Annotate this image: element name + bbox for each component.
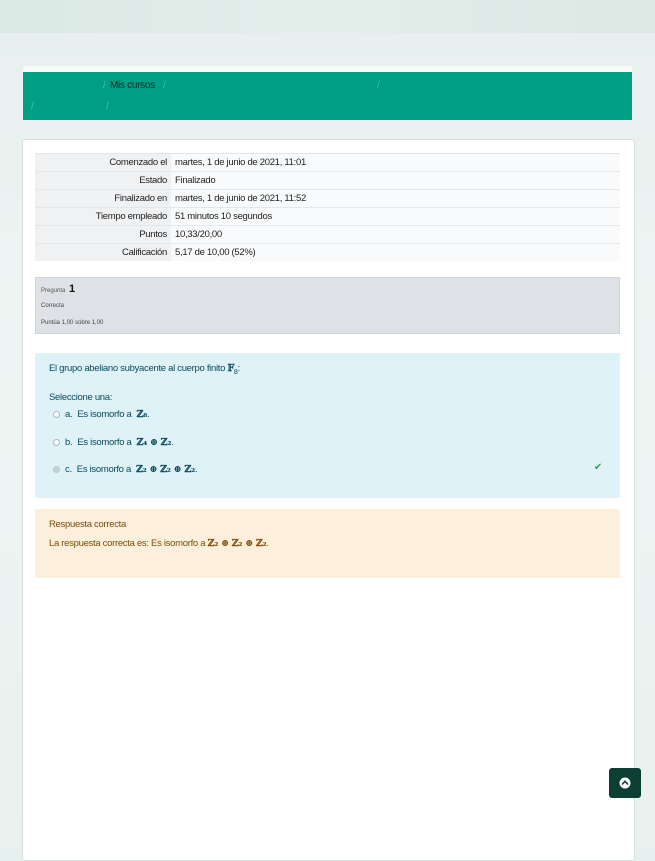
summary-key: Comenzado el bbox=[35, 154, 171, 172]
breadcrumb-separator: / bbox=[103, 80, 106, 91]
correct-answer bbox=[49, 538, 269, 549]
question-text-suffix: : bbox=[237, 363, 240, 374]
option-end: . bbox=[171, 437, 174, 448]
option-letter: c. bbox=[65, 464, 72, 475]
option-letter: b. bbox=[65, 437, 73, 448]
option-b[interactable] bbox=[53, 437, 174, 448]
option-text: Es isomorfo a bbox=[76, 464, 131, 475]
answer-prompt: Seleccione una: bbox=[49, 392, 113, 403]
correct-answer-math: ℤ₂ ⊕ ℤ₂ ⊕ ℤ₂ bbox=[207, 538, 267, 549]
summary-key: Calificación bbox=[35, 244, 171, 262]
question-grade: Puntúa 1,00 sobre 1,00 bbox=[41, 320, 104, 326]
option-end: . bbox=[147, 409, 150, 420]
option-end: . bbox=[194, 464, 198, 475]
option-math: ℤ₄ ⊕ ℤ₂ bbox=[136, 437, 172, 448]
radio-c-selected[interactable] bbox=[53, 466, 60, 473]
summary-key: Tiempo empleado bbox=[35, 208, 171, 226]
option-math: ℤ₈ bbox=[136, 409, 148, 420]
summary-key: Finalizado en bbox=[35, 190, 171, 208]
question-field-subscript: 8 bbox=[233, 368, 238, 376]
breadcrumb-separator: / bbox=[377, 80, 380, 91]
breadcrumb-my-courses[interactable]: Mis cursos bbox=[110, 80, 155, 91]
summary-row bbox=[35, 172, 620, 190]
top-navbar bbox=[0, 0, 655, 33]
summary-key: Puntos bbox=[35, 226, 171, 244]
question-number-label: Pregunta bbox=[41, 288, 66, 294]
feedback-title: Respuesta correcta bbox=[49, 519, 126, 530]
breadcrumb bbox=[23, 72, 632, 120]
breadcrumb-separator: / bbox=[106, 101, 109, 112]
question-text-prefix: El grupo abeliano subyacente al cuerpo finito bbox=[49, 363, 228, 374]
question-number-value: 1 bbox=[69, 283, 76, 295]
summary-key: Estado bbox=[35, 172, 171, 190]
summary-value: martes, 1 de junio de 2021, 11:01 bbox=[171, 154, 620, 172]
summary-row bbox=[35, 244, 620, 262]
option-text: Es isomorfo a bbox=[77, 437, 132, 448]
question-info bbox=[35, 277, 620, 334]
summary-row bbox=[35, 208, 620, 226]
summary-row bbox=[35, 226, 620, 244]
question-feedback bbox=[35, 509, 620, 578]
option-a[interactable] bbox=[53, 409, 149, 420]
summary-value: 5,17 de 10,00 (52%) bbox=[171, 244, 620, 262]
option-letter: a. bbox=[65, 409, 73, 420]
arrow-up-icon bbox=[619, 777, 631, 789]
summary-row bbox=[35, 190, 620, 208]
option-c[interactable] bbox=[53, 464, 197, 475]
summary-value: martes, 1 de junio de 2021, 11:52 bbox=[171, 190, 620, 208]
summary-value: 51 minutos 10 segundos bbox=[171, 208, 620, 226]
option-math: ℤ₂ ⊕ ℤ₂ ⊕ ℤ₂ bbox=[135, 464, 195, 475]
correct-answer-end: . bbox=[266, 538, 269, 549]
question-state: Correcta bbox=[41, 303, 65, 309]
breadcrumb-separator: / bbox=[31, 101, 34, 112]
option-text: Es isomorfo a bbox=[77, 409, 132, 420]
check-icon: ✔ bbox=[593, 462, 602, 473]
summary-value: Finalizado bbox=[171, 172, 620, 190]
correct-answer-prefix: La respuesta correcta es: Es isomorfo a bbox=[49, 538, 206, 549]
question-text bbox=[49, 363, 240, 376]
breadcrumb-separator: / bbox=[163, 80, 166, 91]
question-field-symbol: 𝔽 bbox=[227, 363, 234, 374]
question-formulation bbox=[35, 353, 620, 498]
attempt-summary-table bbox=[35, 153, 620, 261]
question-number bbox=[41, 283, 75, 295]
radio-a[interactable] bbox=[53, 411, 60, 418]
radio-b[interactable] bbox=[53, 439, 60, 446]
summary-value: 10,33/20,00 bbox=[171, 226, 620, 244]
summary-row bbox=[35, 154, 620, 172]
back-to-top-button[interactable] bbox=[609, 768, 641, 798]
